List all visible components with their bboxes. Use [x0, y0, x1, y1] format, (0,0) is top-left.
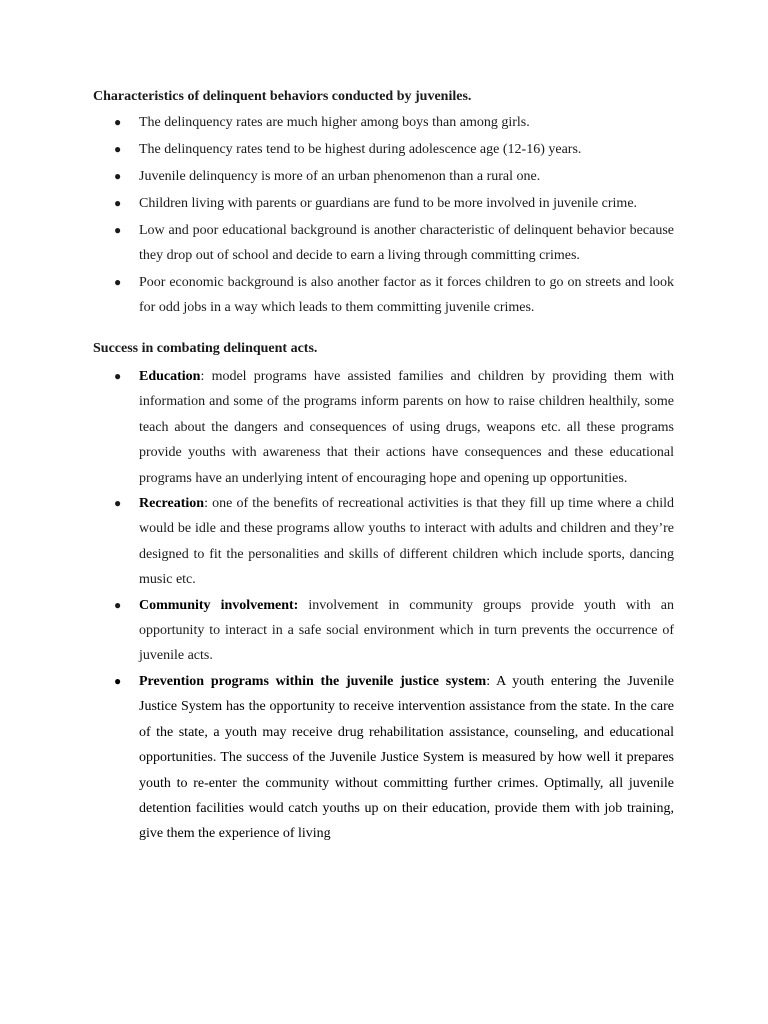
list-item	[93, 593, 674, 669]
list-item-text: Poor economic background is also another factor as it forces children to go on streets and look for odd jobs in a way which leads to them committing juvenile crimes.	[139, 275, 674, 315]
section-heading-characteristics: Characteristics of delinquent behaviors conducted by juveniles.	[93, 89, 472, 104]
list-item-text: Low and poor educational background is another characteristic of delinquent behavior because they drop out of school and decide to earn a living through committing crimes.	[139, 223, 674, 263]
item-body: involvement in community groups provide youth with an opportunity to interact in a safe social environment which in turn prevents the occurrence of juvenile acts.	[139, 597, 674, 664]
item-term-community: Community involvement:	[139, 597, 299, 613]
item-body: : model programs have assisted families and children by providing them with information and some of the programs inform parents on how to raise children healthily, some teach about the dangers and consequences of using drugs, weapons etc. all these programs provide youths with awareness that their actions have consequences and these educational programs have an underlying intent of encouraging hope and opening up opportunities.	[139, 369, 674, 486]
success-list	[93, 364, 674, 847]
list-item-text: The delinquency rates are much higher among boys than among girls.	[139, 115, 530, 130]
bullet-icon: ●	[114, 496, 122, 511]
characteristics-list	[93, 110, 674, 320]
bullet-icon: ●	[114, 196, 122, 210]
item-term-recreation: Recreation	[139, 496, 205, 512]
item-body: : one of the benefits of recreational activities is that they fill up time where a child would be idle and these programs allow youths to interact with adults and children and they’re designed to fit the personalities and skills of different children which include sports, dancing music etc.	[139, 496, 674, 588]
item-term-education: Education	[139, 369, 201, 384]
document-content	[93, 87, 674, 847]
bullet-icon: ●	[114, 142, 122, 156]
list-item	[93, 110, 674, 135]
list-item	[93, 218, 674, 268]
bullet-icon: ●	[114, 223, 122, 237]
bullet-icon: ●	[114, 275, 122, 289]
list-item	[93, 364, 674, 491]
list-item-text: Children living with parents or guardians are fund to be more involved in juvenile crime.	[139, 196, 638, 211]
list-item	[93, 191, 674, 216]
section-heading-success: Success in combating delinquent acts.	[93, 341, 318, 356]
list-item	[93, 164, 674, 189]
list-item	[93, 491, 674, 593]
item-body: : A youth entering the Juvenile Justice System has the opportunity to receive intervention assistance from the state. In the care of the state, a youth may receive drug rehabilitation assistance, counseling, and educational opportunities. The success of the Juvenile Justice System is measured by how well it prepares youth to re-enter the community without committing further crimes. Optimally, all juvenile detention facilities would catch youths up on their education, provide them with job training, give them the experience of living	[139, 673, 674, 842]
bullet-icon: ●	[114, 369, 122, 383]
list-item-text: The delinquency rates tend to be highest during adolescence age (12-16) years.	[139, 142, 582, 157]
bullet-icon: ●	[114, 597, 122, 612]
list-item	[93, 137, 674, 162]
list-item-text: Juvenile delinquency is more of an urban phenomenon than a rural one.	[139, 169, 541, 184]
list-item	[93, 270, 674, 320]
bullet-icon: ●	[114, 169, 122, 183]
item-term-prevention: Prevention programs within the juvenile justice system	[139, 673, 487, 689]
bullet-icon: ●	[114, 115, 122, 129]
bullet-icon: ●	[114, 673, 122, 688]
list-item	[93, 669, 674, 847]
